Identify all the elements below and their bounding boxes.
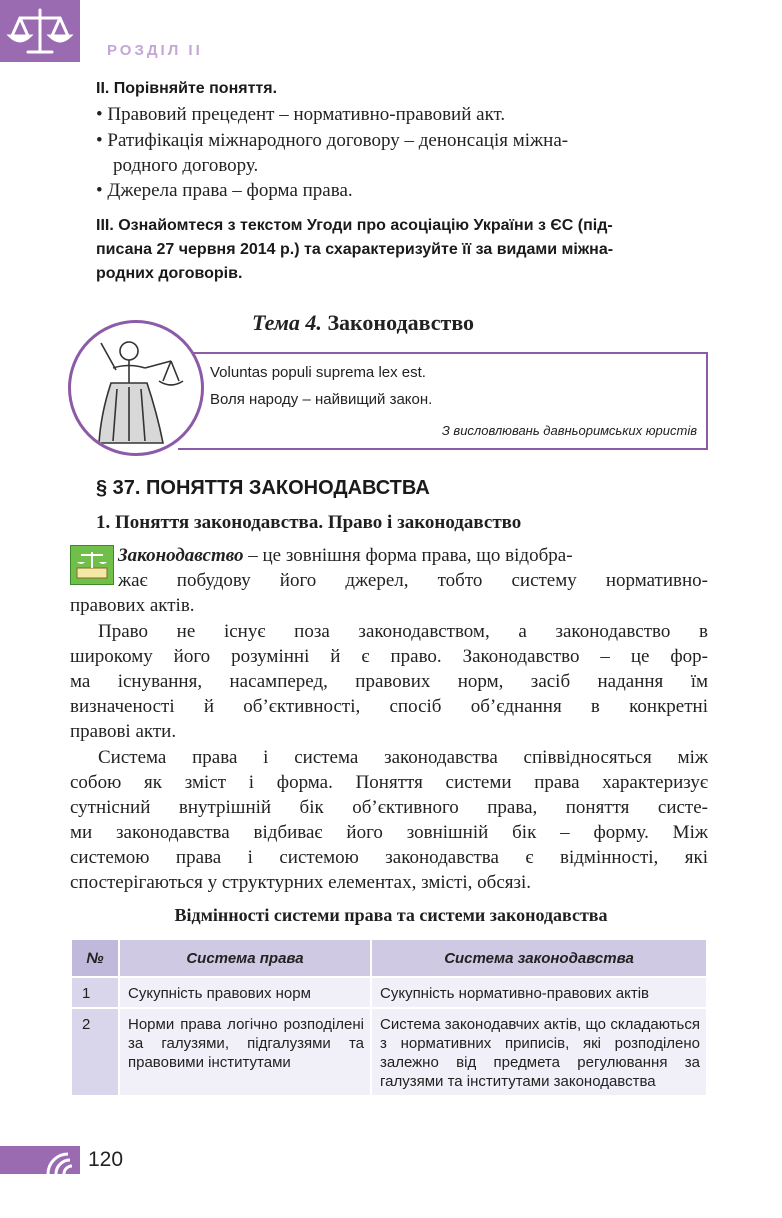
p2-line-1: Право не існує поза законодавством, а законодавство в [98,621,708,642]
p2-line-5: правові акти. [70,721,177,742]
quote-translation: Воля народу – найвищий закон. [210,391,433,408]
task2-item-2-text: Ратифікація міжнародного договору – денонсація міжна- [107,130,569,151]
p3-line-6: спостерігаються у структурних елементах, змісті, обсязі. [70,872,532,893]
task2-item-3-text: Джерела права – форма права. [107,180,353,201]
section-label: РОЗДІЛ II [107,42,203,59]
themis-statue-icon [71,323,201,453]
task3-line-2: писана 27 червня 2014 р.) та схарактеризуйте її за видами міжна- [96,241,614,258]
table-row [71,977,707,1008]
table-header-row [71,939,707,977]
quote-latin: Voluntas populi suprema lex est. [210,364,426,381]
table-cell-num: 1 [71,977,119,1008]
themis-illustration [68,320,204,456]
p3-line-3: сутнісний внутрішній бік об’єктивного права, поняття систе- [70,797,708,818]
task2-item-1-text: Правовий прецедент – нормативно-правовий акт. [107,104,506,125]
p3-line-4: ми законодавства відбиває його зовнішній бік – форму. Між [70,822,708,843]
header-scales-block [0,0,80,62]
table-header-legislation-system: Система законодавства [371,939,707,977]
page-number: 120 [88,1148,124,1171]
quote-source: З висловлювань давньоримських юристів [441,423,697,438]
table-header-law-system: Система права [119,939,371,977]
task2-item-1: • Правовий прецедент – нормативно-правовий акт. [96,104,506,125]
table-cell-law: Норми права логічно розподілені за галузями, підгалузями та правовими інститутами [119,1008,371,1096]
table-cell-legislation: Система законодавчих актів, що складаються з нормативних приписів, які розподілено залежно від предмета регулювання за галузями та інститутами законодавства [371,1008,707,1096]
p2-line-4: визначеності й об’єктивності, спосіб об’єднання в конкретні [70,696,708,717]
table-cell-law: Сукупність правових норм [119,977,371,1008]
p2-line-2: широкому його розумінні й є право. Законодавство – це фор- [70,646,708,667]
task2-item-2-cont: родного договору. [113,155,259,176]
p3-line-5: системою права і системою законодавства є відмінності, які [70,847,708,868]
topic-label: Тема 4. [252,310,322,335]
table-cell-legislation: Сукупність нормативно-правових актів [371,977,707,1008]
p3-line-2: собою як зміст і форма. Поняття системи права характеризує [70,772,708,793]
definition-line-1 [118,543,708,568]
subheading: 1. Поняття законодавства. Право і законодавство [96,512,522,533]
topic-title [252,310,474,336]
book-scales-icon [71,546,113,584]
paragraph-heading: § 37. ПОНЯТТЯ ЗАКОНОДАВСТВА [96,477,430,499]
definition-line-3: правових актів. [70,595,195,616]
paragraph-2 [70,619,708,744]
scales-icon [0,0,80,62]
definition-line-2: жає побудову його джерел, тобто систему нормативно- [118,570,708,591]
topic-name: Законодавство [327,310,475,335]
p2-line-3: ма існування, насамперед, правових норм, засіб надання їм [70,671,708,692]
table-cell-num: 2 [71,1008,119,1096]
task3-line-1: III. Ознайомтеся з текстом Угоди про асоціацію України з ЄС (під- [96,217,613,234]
table-row [71,1008,707,1096]
table-caption: Відмінності системи права та системи законодавства [174,905,608,925]
differences-table [70,938,708,1097]
task3-line-3: родних договорів. [96,265,243,282]
footer-bar [0,1146,80,1174]
task2-item-3: • Джерела права – форма права. [96,180,353,201]
definition-rest: – це зовнішня форма права, що відобра- [243,545,573,566]
footer-arcs-icon [0,1146,80,1174]
task3-text [96,214,613,286]
definition-icon [70,545,114,585]
paragraph-3 [70,745,708,895]
table-header-num: № [71,939,119,977]
task2-heading: II. Порівняйте поняття. [96,80,278,97]
p3-line-1: Система права і система законодавства співвідносяться між [98,747,708,768]
definition-term: Законодавство [118,545,244,566]
task2-item-2: • Ратифікація міжнародного договору – денонсація міжна- [96,130,569,151]
